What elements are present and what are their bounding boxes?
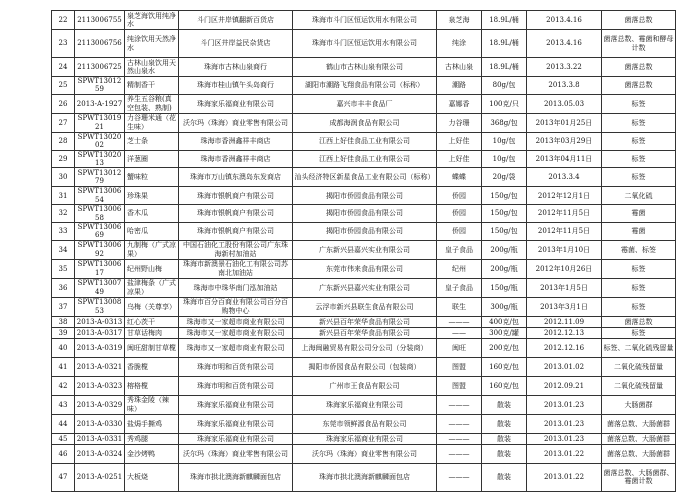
brand-cell: ——— (437, 444, 482, 463)
manufacturer-cell: 广州市王食品有限公司 (293, 376, 437, 395)
table-row (52, 205, 676, 223)
specification-cell: 18.9L/桶 (482, 30, 527, 58)
product-name-cell: 秀珠金陵（辣味） (125, 395, 179, 414)
row-number-cell: 43 (52, 395, 75, 414)
table-row (52, 132, 676, 150)
table-row (52, 11, 676, 30)
table-row (52, 357, 676, 376)
specification-cell: 400克/包 (482, 316, 527, 327)
sampled-unit-cell: 珠海市香洲鑫祥丰商店 (179, 132, 293, 150)
row-number-cell: 34 (52, 240, 75, 259)
row-number-cell: 44 (52, 414, 75, 433)
production-date-cell: 2013年3月1日 (527, 297, 602, 316)
row-number-cell: 39 (52, 327, 75, 338)
specification-cell: 300g/瓶 (482, 297, 527, 316)
table-row (52, 463, 676, 491)
manufacturer-cell: 珠海市斗门区恒运饮用水有限公司 (293, 30, 437, 58)
product-name-cell: 甘草话梅肉 (125, 327, 179, 338)
row-number-cell: 42 (52, 376, 75, 395)
brand-cell: 皇子食品 (437, 240, 482, 259)
failed-item-cell: 霉菌 (602, 223, 676, 241)
specification-cell: 200g/瓶 (482, 240, 527, 259)
failed-item-cell: 菌落总数、大肠菌群、霉菌计数 (602, 463, 676, 491)
manufacturer-cell: 珠海市斗门区恒运饮用水有限公司 (293, 11, 437, 30)
sample-code-cell: SPWT1300658 (75, 205, 125, 223)
row-number-cell: 33 (52, 223, 75, 241)
specification-cell: 100克/只 (482, 94, 527, 113)
row-number-cell: 41 (52, 357, 75, 376)
specification-cell: 200g/瓶 (482, 259, 527, 278)
product-name-cell: 红心茨干 (125, 316, 179, 327)
sampled-unit-cell: 珠海市银帆商户有限公司 (179, 187, 293, 205)
table-body (52, 11, 676, 492)
manufacturer-cell: 新兴县百年荣华食品有限公司 (293, 316, 437, 327)
failed-item-cell: 标签 (602, 278, 676, 297)
sampled-unit-cell: 珠海市银帆商户有限公司 (179, 223, 293, 241)
specification-cell: 300克/罐 (482, 327, 527, 338)
failed-item-cell: 菌落总数 (602, 11, 676, 30)
manufacturer-cell: 沃尔玛（珠海）商业零售有限公司 (293, 444, 437, 463)
sampled-unit-cell: 珠海市又一家超市商业有限公司 (179, 338, 293, 357)
brand-cell: 纪州 (437, 259, 482, 278)
product-name-cell: 闽旺甜制甘草榄 (125, 338, 179, 357)
specification-cell: 18.9L/桶 (482, 58, 527, 77)
row-number-cell: 23 (52, 30, 75, 58)
row-number-cell: 38 (52, 316, 75, 327)
manufacturer-cell: 新兴县百年荣华食品有限公司 (293, 327, 437, 338)
manufacturer-cell: 江西上好佳食品工业有限公司 (293, 132, 437, 150)
product-name-cell: 泉芝海饮用纯净水 (125, 11, 179, 30)
production-date-cell: 2013.3.22 (527, 58, 602, 77)
manufacturer-cell: 揭阳市侨园食品有限公司 (293, 205, 437, 223)
failed-item-cell: 标签 (602, 94, 676, 113)
failed-item-cell: 标签 (602, 113, 676, 132)
failed-item-cell: 二氧化硫残留量 (602, 376, 676, 395)
table-row (52, 414, 676, 433)
sample-code-cell: SPWT1301279 (75, 168, 125, 187)
table-row (52, 395, 676, 414)
production-date-cell: 2013.01.22 (527, 463, 602, 491)
failed-item-cell: 霉菌 (602, 205, 676, 223)
manufacturer-cell: 珠海家乐福商业有限公司 (293, 395, 437, 414)
row-number-cell: 29 (52, 150, 75, 168)
table-row (52, 259, 676, 278)
sample-code-cell: 2013-A-0319 (75, 338, 125, 357)
production-date-cell: 2013.01.02 (527, 357, 602, 376)
product-name-cell: 金沙烤鸭 (125, 444, 179, 463)
failed-item-cell: 菌落总数、大肠菌群 (602, 414, 676, 433)
sample-code-cell: 2013-A-0317 (75, 327, 125, 338)
failed-item-cell: 菌落总数、霉菌和酵母计数 (602, 30, 676, 58)
specification-cell: 150g/包 (482, 187, 527, 205)
production-date-cell: 2012.09.21 (527, 376, 602, 395)
table-row (52, 433, 676, 444)
failed-item-cell: 标签 (602, 327, 676, 338)
product-name-cell: 榕格榄 (125, 376, 179, 395)
specification-cell: 散装 (482, 433, 527, 444)
product-name-cell: 九制梅（广式凉果） (125, 240, 179, 259)
sampled-unit-cell: 沃尔玛（珠海）商业零售有限公司 (179, 113, 293, 132)
brand-cell: ——— (437, 316, 482, 327)
failed-item-cell: 菌落总数 (602, 316, 676, 327)
table-row (52, 297, 676, 316)
sampled-unit-cell: 珠海市明和百货有限公司 (179, 357, 293, 376)
manufacturer-cell: 上海闽融贸易有限公司分公司（分装商） (293, 338, 437, 357)
manufacturer-cell: 东莞市领鲜源食品有限公司 (293, 414, 437, 433)
table-row (52, 30, 676, 58)
brand-cell: 古林山泉 (437, 58, 482, 77)
sample-code-cell: 2013-A-0323 (75, 376, 125, 395)
sampled-unit-cell: 中国石油化工股份有限公司广东珠海新村加油站 (179, 240, 293, 259)
manufacturer-cell: 成都海润食品有限公司 (293, 113, 437, 132)
table-row (52, 168, 676, 187)
product-name-cell: 哈密瓜 (125, 223, 179, 241)
production-date-cell: 2013年1月5日 (527, 278, 602, 297)
production-date-cell: 2013.01.22 (527, 444, 602, 463)
production-date-cell: 2013.01.23 (527, 414, 602, 433)
sampled-unit-cell: 珠海市百分百商业有限公司百分百购物中心 (179, 297, 293, 316)
manufacturer-cell: 广东新兴县嘉兴实业有限公司 (293, 240, 437, 259)
specification-cell: 散装 (482, 395, 527, 414)
failed-item-cell: 二氧化硫残留量 (602, 357, 676, 376)
sampled-unit-cell: 珠海市银帆商户有限公司 (179, 205, 293, 223)
sample-code-cell: 2113006755 (75, 11, 125, 30)
production-date-cell: 2012年10月26日 (527, 259, 602, 278)
specification-cell: 散装 (482, 414, 527, 433)
manufacturer-cell: 云浮市新兴县联生食品有限公司 (293, 297, 437, 316)
specification-cell: 150g/瓶 (482, 278, 527, 297)
table-row (52, 223, 676, 241)
brand-cell: 嘉娜香 (437, 94, 482, 113)
production-date-cell: 2013年04月11日 (527, 150, 602, 168)
brand-cell: 侨园 (437, 187, 482, 205)
sample-code-cell: SPWT1300692 (75, 240, 125, 259)
product-name-cell: 精制香干 (125, 77, 179, 95)
sample-code-cell: 2113006756 (75, 30, 125, 58)
product-name-cell: 香脆榄 (125, 357, 179, 376)
brand-cell: 闽旺 (437, 338, 482, 357)
manufacturer-cell: 鹤山市古林山泉有限公司 (293, 58, 437, 77)
sampled-unit-cell: 珠海市明和百货有限公司 (179, 376, 293, 395)
failed-item-cell: 霉菌、标签 (602, 240, 676, 259)
product-name-cell: 乌梅（关尊享） (125, 297, 179, 316)
sample-code-cell: 2013-A-0330 (75, 414, 125, 433)
production-date-cell: 2013.4.16 (527, 30, 602, 58)
brand-cell: 上好佳 (437, 132, 482, 150)
production-date-cell: 2013.01.23 (527, 433, 602, 444)
manufacturer-cell: 江西上好佳食品工业有限公司 (293, 150, 437, 168)
failed-item-cell: 菌落总数、大肠菌群 (602, 444, 676, 463)
product-name-cell: 古林山泉饮用天然山泉水 (125, 58, 179, 77)
inspection-results-table (51, 10, 676, 492)
row-number-cell: 37 (52, 297, 75, 316)
sampled-unit-cell: 珠海家乐福商业有限公司 (179, 94, 293, 113)
table-row (52, 376, 676, 395)
brand-cell: —— (437, 327, 482, 338)
brand-cell: 纯涂 (437, 30, 482, 58)
brand-cell: 图盟 (437, 376, 482, 395)
sample-code-cell: 2013-A-0251 (75, 463, 125, 491)
production-date-cell: 2012年11月5日 (527, 223, 602, 241)
brand-cell: 蝶蝶 (437, 168, 482, 187)
table-row (52, 327, 676, 338)
manufacturer-cell: 汕头经济特区新星食品工业有限公司（标称） (293, 168, 437, 187)
sample-code-cell: SPWT1300853 (75, 297, 125, 316)
table-row (52, 338, 676, 357)
product-name-cell: 盐焗手撕鸡 (125, 414, 179, 433)
specification-cell: 200克/包 (482, 338, 527, 357)
specification-cell: 18.9L/桶 (482, 11, 527, 30)
production-date-cell: 2013年03月29日 (527, 132, 602, 150)
row-number-cell: 28 (52, 132, 75, 150)
sample-code-cell: 2013-A-0331 (75, 433, 125, 444)
manufacturer-cell: 揭阳市侨园食品有限公司 (293, 223, 437, 241)
production-date-cell: 2013.4.16 (527, 11, 602, 30)
brand-cell: ——— (437, 414, 482, 433)
sample-code-cell: 2013-A-0329 (75, 395, 125, 414)
failed-item-cell: 标签 (602, 132, 676, 150)
production-date-cell: 2012.12.16 (527, 338, 602, 357)
row-number-cell: 40 (52, 338, 75, 357)
row-number-cell: 26 (52, 94, 75, 113)
product-name-cell: 纪州野山梅 (125, 259, 179, 278)
brand-cell: 侨园 (437, 223, 482, 241)
sampled-unit-cell: 珠海市拱北澳海新麒麟面包店 (179, 463, 293, 491)
failed-item-cell: 二氧化硫 (602, 187, 676, 205)
specification-cell: 80g/包 (482, 77, 527, 95)
sample-code-cell: SPWT1300617 (75, 259, 125, 278)
specification-cell: 368g/包 (482, 113, 527, 132)
manufacturer-cell: 揭阳市侨园食品有限公司 (293, 187, 437, 205)
table-row (52, 150, 676, 168)
failed-item-cell: 菌落总数、大肠菌群 (602, 433, 676, 444)
manufacturer-cell: 珠海市拱北澳海新麒麟面包店 (293, 463, 437, 491)
production-date-cell: 2012年11月5日 (527, 205, 602, 223)
sample-code-cell: 2013-A-0324 (75, 444, 125, 463)
table-row (52, 94, 676, 113)
sample-code-cell: SPWT1301259 (75, 77, 125, 95)
specification-cell: 150g/包 (482, 223, 527, 241)
sampled-unit-cell: 珠海市新澳景石油化工有限公司苏南北加油站 (179, 259, 293, 278)
product-name-cell: 香木瓜 (125, 205, 179, 223)
sampled-unit-cell: 斗门区井岸益民杂货店 (179, 30, 293, 58)
manufacturer-cell: 珠海家乐福商业有限公司 (293, 433, 437, 444)
product-name-cell: 洋葱圈 (125, 150, 179, 168)
production-date-cell: 2013年1月10日 (527, 240, 602, 259)
manufacturer-cell: 揭阳市侨园食品有限公司（包装商） (293, 357, 437, 376)
product-name-cell: 纯涂饮用天然净水 (125, 30, 179, 58)
sampled-unit-cell: 珠海市中珠华南门泓加油站 (179, 278, 293, 297)
failed-item-cell: 标签 (602, 168, 676, 187)
sampled-unit-cell: 珠海家乐福商业有限公司 (179, 433, 293, 444)
table-row (52, 113, 676, 132)
production-date-cell: 2012.12.13 (527, 327, 602, 338)
failed-item-cell: 菌落总数 (602, 58, 676, 77)
specification-cell: 160克/包 (482, 357, 527, 376)
product-name-cell: 大板烧 (125, 463, 179, 491)
manufacturer-cell: 东莞市伟来食品有限公司 (293, 259, 437, 278)
failed-item-cell: 标签、二氧化硫残留量 (602, 338, 676, 357)
sample-code-cell: 2113006725 (75, 58, 125, 77)
sampled-unit-cell: 珠海市又一家超市商业有限公司 (179, 316, 293, 327)
production-date-cell: 2013年01月25日 (527, 113, 602, 132)
sampled-unit-cell: 珠海市香洲鑫祥丰商店 (179, 150, 293, 168)
brand-cell: 联生 (437, 297, 482, 316)
specification-cell: 10g/包 (482, 132, 527, 150)
sampled-unit-cell: 珠海市古林山泉商行 (179, 58, 293, 77)
brand-cell: 图盟 (437, 357, 482, 376)
specification-cell: 散装 (482, 463, 527, 491)
failed-item-cell: 菌落总数 (602, 77, 676, 95)
sample-code-cell: SPWT1300749 (75, 278, 125, 297)
table-row (52, 444, 676, 463)
production-date-cell: 2012.11.09 (527, 316, 602, 327)
failed-item-cell: 标签 (602, 259, 676, 278)
brand-cell: 力谷珊 (437, 113, 482, 132)
table-row (52, 316, 676, 327)
manufacturer-cell: 湖阳市潮路飞翔食品有限公司（标称） (293, 77, 437, 95)
product-name-cell: 力谷珊米通（花生味） (125, 113, 179, 132)
table-row (52, 77, 676, 95)
row-number-cell: 24 (52, 58, 75, 77)
row-number-cell: 22 (52, 11, 75, 30)
sample-code-cell: SPWT1301921 (75, 113, 125, 132)
manufacturer-cell: 广东新兴县嘉兴实业有限公司 (293, 278, 437, 297)
row-number-cell: 25 (52, 77, 75, 95)
sample-code-cell: SPWT1300669 (75, 223, 125, 241)
row-number-cell: 47 (52, 463, 75, 491)
sample-code-cell: SPWT1302013 (75, 150, 125, 168)
product-name-cell: 盐津梅条（广式凉果） (125, 278, 179, 297)
brand-cell: ——— (437, 463, 482, 491)
row-number-cell: 45 (52, 433, 75, 444)
brand-cell: 潮路 (437, 77, 482, 95)
brand-cell: ——— (437, 433, 482, 444)
brand-cell: 皇子食品 (437, 278, 482, 297)
sampled-unit-cell: 珠海家乐福商业有限公司 (179, 395, 293, 414)
specification-cell: 160克/包 (482, 376, 527, 395)
sampled-unit-cell: 珠海市桂山镇午头岛商行 (179, 77, 293, 95)
row-number-cell: 32 (52, 205, 75, 223)
product-name-cell: 养生五谷粮(真空包装、熟制) (125, 94, 179, 113)
failed-item-cell: 标签 (602, 150, 676, 168)
failed-item-cell: 标签 (602, 297, 676, 316)
specification-cell: 10g/包 (482, 150, 527, 168)
production-date-cell: 2013.01.23 (527, 395, 602, 414)
sample-code-cell: SPWT1300654 (75, 187, 125, 205)
row-number-cell: 27 (52, 113, 75, 132)
table-row (52, 58, 676, 77)
product-name-cell: 蟹味粒 (125, 168, 179, 187)
manufacturer-cell: 嘉兴市丰丰食品厂 (293, 94, 437, 113)
row-number-cell: 30 (52, 168, 75, 187)
row-number-cell: 46 (52, 444, 75, 463)
row-number-cell: 36 (52, 278, 75, 297)
brand-cell: 上好佳 (437, 150, 482, 168)
sampled-unit-cell: 珠海市万山镇东澳岛东发商店 (179, 168, 293, 187)
product-name-cell: 秀鸡腿 (125, 433, 179, 444)
production-date-cell: 2013.3.4 (527, 168, 602, 187)
sample-code-cell: SPWT1302002 (75, 132, 125, 150)
table-row (52, 240, 676, 259)
brand-cell: 侨园 (437, 205, 482, 223)
sampled-unit-cell: 斗门区井岸镇翻新百货店 (179, 11, 293, 30)
brand-cell: ——— (437, 395, 482, 414)
specification-cell: 散装 (482, 444, 527, 463)
table-row (52, 278, 676, 297)
sample-code-cell: 2013-A-1927 (75, 94, 125, 113)
production-date-cell: 2012年12月1日 (527, 187, 602, 205)
sample-code-cell: 2013-A-0313 (75, 316, 125, 327)
sampled-unit-cell: 珠海市又一家超市商业有限公司 (179, 327, 293, 338)
production-date-cell: 2013.3.8 (527, 77, 602, 95)
product-name-cell: 珍珠果 (125, 187, 179, 205)
brand-cell: 泉芝海 (437, 11, 482, 30)
product-name-cell: 芝士条 (125, 132, 179, 150)
failed-item-cell: 大肠菌群 (602, 395, 676, 414)
sampled-unit-cell: 沃尔玛（珠海）商业零售有限公司 (179, 444, 293, 463)
sampled-unit-cell: 珠海家乐福商业有限公司 (179, 414, 293, 433)
sample-code-cell: 2013-A-0321 (75, 357, 125, 376)
table-row (52, 187, 676, 205)
specification-cell: 150g/包 (482, 205, 527, 223)
production-date-cell: 2013.05.03 (527, 94, 602, 113)
specification-cell: 20g/袋 (482, 168, 527, 187)
row-number-cell: 35 (52, 259, 75, 278)
row-number-cell: 31 (52, 187, 75, 205)
